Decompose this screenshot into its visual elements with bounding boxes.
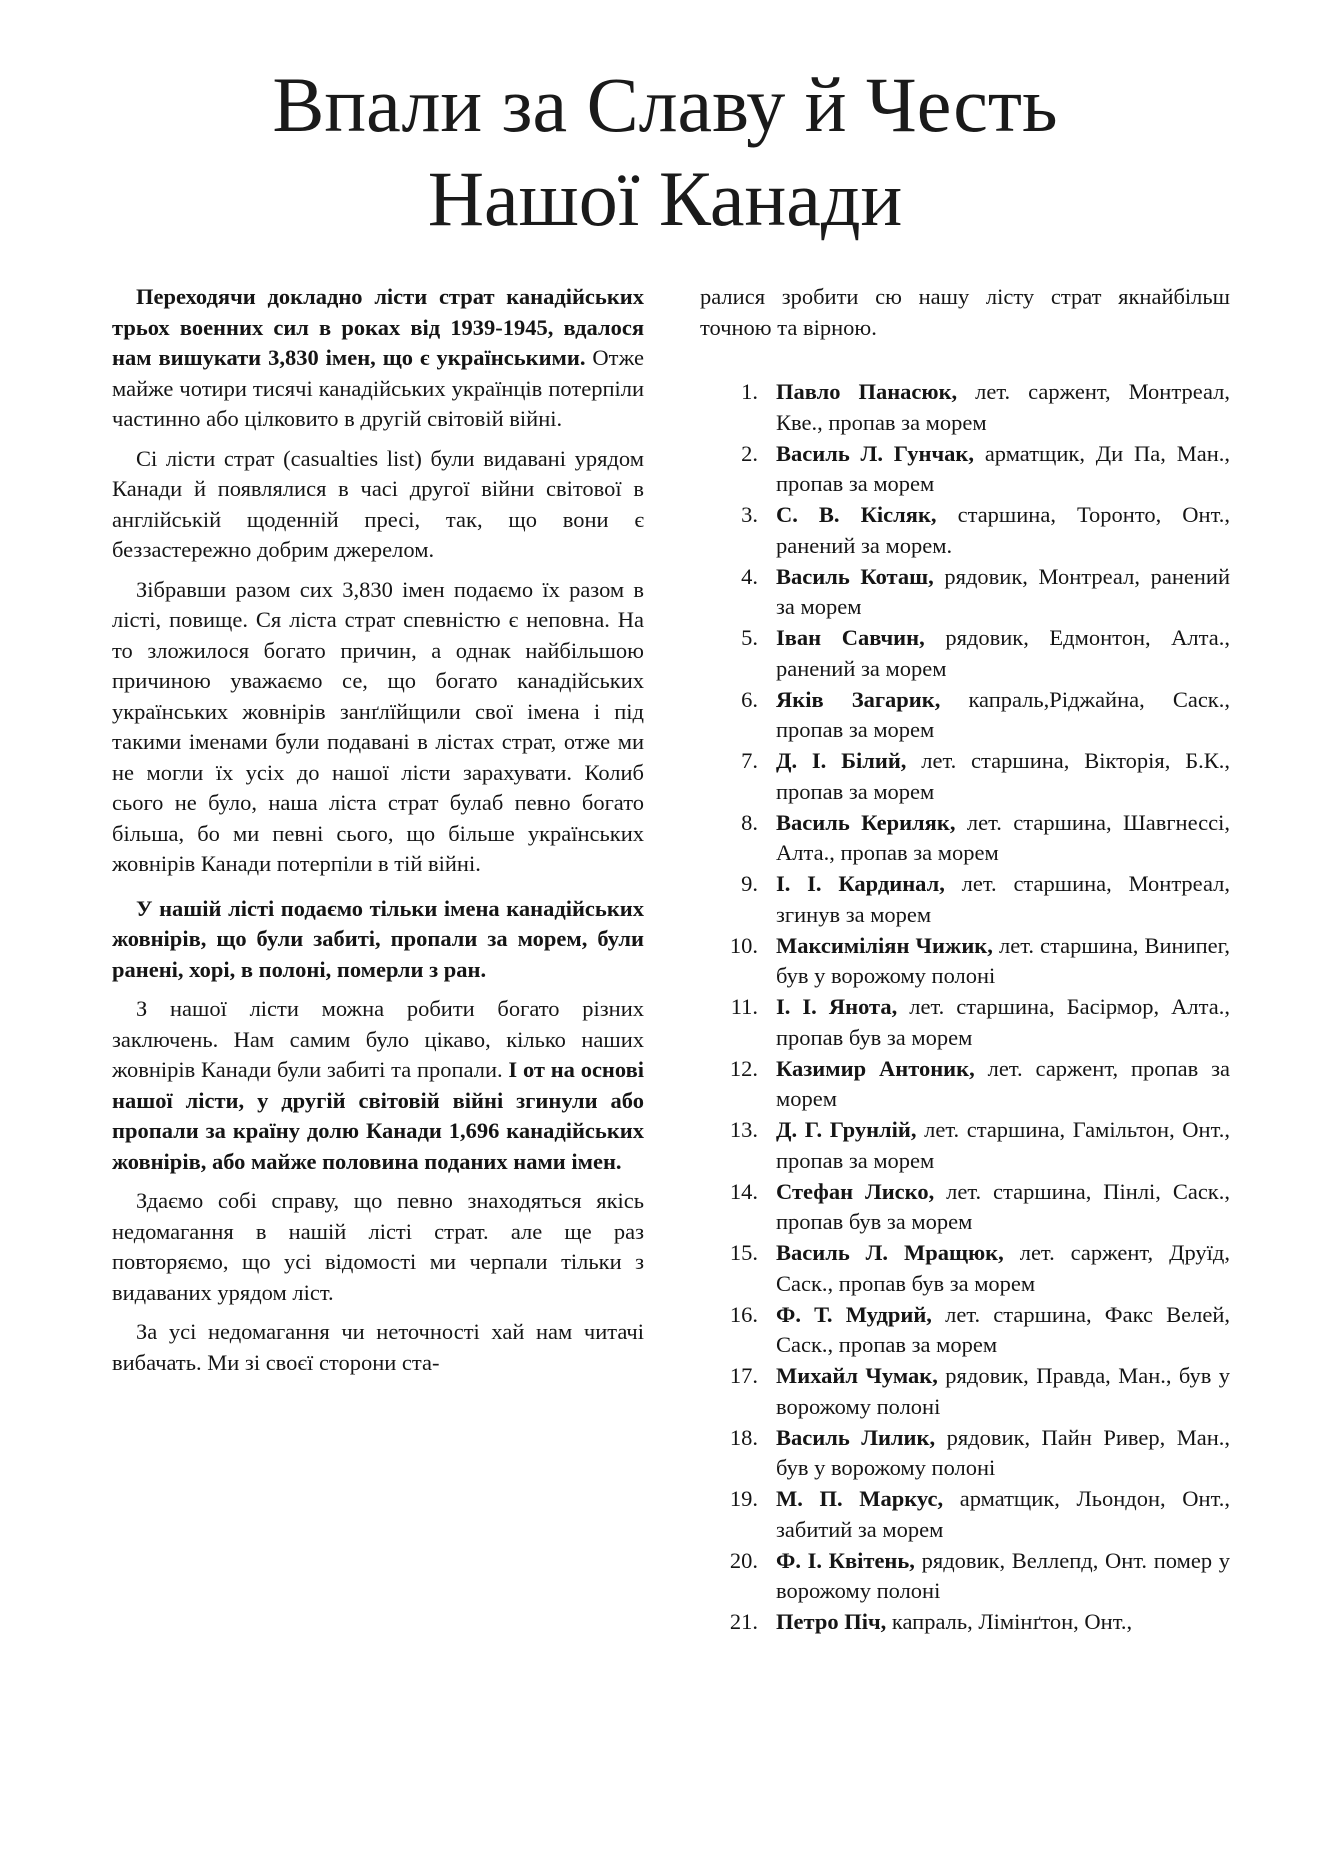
paragraph-2: Сі лісти страт (casualties list) були видавані урядом Канади й появлялися в часі другої війни світової в англійській щоденній пресі, так, що вони є беззастережно добрим джерелом. bbox=[112, 445, 644, 562]
list-item-name: Петро Піч, bbox=[776, 1609, 887, 1634]
list-item-name: Василь Л. Мращюк, bbox=[776, 1240, 1004, 1265]
list-item bbox=[700, 869, 1230, 930]
paragraph-7-continued: ралися зробити сю нашу лісту страт якнайбільш точною та вірною. bbox=[700, 284, 1230, 340]
list-item bbox=[700, 562, 1230, 623]
list-item-name: Казимир Антоник, bbox=[776, 1055, 975, 1081]
paragraph-5-start: З нашої лісти можна робити богато різних заключень. Нам самим було цікаво, кілько наших жовнірів Канади були забиті та пропали. bbox=[112, 996, 644, 1082]
paragraph-7: За усі недомагання чи неточності хай нам читачі вибачать. Ми зі своєї сторони ста- bbox=[112, 1319, 644, 1375]
list-item-name: Іван Савчин, bbox=[776, 625, 925, 650]
list-item bbox=[700, 685, 1230, 746]
paragraph-5 bbox=[112, 994, 644, 1177]
list-item-name: Д. І. Білий, bbox=[776, 748, 907, 773]
paragraph-5-bold: І от на основі нашої лісти, у другій світовій війні згинули або пропали за країну долю Канади 1,696 канадійських жовнірів, або майже половина поданих нами імен. bbox=[112, 1057, 644, 1174]
list-item-details: лет. старшина, Факс Велей, Саск., пропав за морем bbox=[776, 1301, 1230, 1357]
list-item-name: Ф. І. Квітень, bbox=[776, 1547, 915, 1573]
list-item-name: Павло Панасюк, bbox=[776, 379, 958, 404]
list-item-details: лет. саржент, Друїд, Саск., пропав був за морем bbox=[776, 1240, 1230, 1296]
list-item-details: лет. саржент, Монтреал, Кве., пропав за морем bbox=[776, 379, 1230, 435]
list-item-number: 3. bbox=[741, 502, 758, 527]
list-item-details: лет. старшина, Шавгнессі, Алта., пропав за морем bbox=[776, 809, 1230, 865]
list-item-name: Михайл Чумак, bbox=[776, 1363, 938, 1388]
paragraph-1-bold: Переходячи докладно лісти страт канадійських трьох военних сил в роках від 1939-1945, вдалося нам вишукати 3,830 імен, що є українськими. bbox=[112, 284, 644, 370]
list-item-name: Яків Загарик, bbox=[776, 686, 941, 712]
list-item-number: 19. bbox=[729, 1486, 758, 1511]
left-column bbox=[112, 282, 644, 1387]
paragraph-1-rest: Отже майже чотири тисячі канадійських українців потерпіли частинно або цілковито в другій світовій війні. bbox=[112, 345, 645, 431]
list-item-number: 5. bbox=[741, 625, 758, 650]
list-item bbox=[700, 1115, 1230, 1176]
list-item-name: Стефан Лиско, bbox=[776, 1178, 935, 1204]
list-item bbox=[700, 1177, 1230, 1238]
list-item bbox=[700, 931, 1230, 992]
paragraph-1 bbox=[112, 282, 644, 435]
list-item-number: 14. bbox=[729, 1178, 758, 1204]
list-item bbox=[700, 992, 1230, 1053]
list-item-number: 21. bbox=[729, 1609, 758, 1634]
list-item bbox=[700, 439, 1230, 500]
list-item bbox=[700, 1361, 1230, 1422]
list-item-number: 12. bbox=[729, 1055, 758, 1081]
list-item-name: Василь Коташ, bbox=[776, 563, 934, 589]
list-item-name: І. І. Кардинал, bbox=[776, 871, 945, 896]
list-item-details: рядовик, Едмонтон, Алта., ранений за морем bbox=[776, 625, 1231, 681]
list-item bbox=[700, 623, 1230, 684]
list-item-details: рядовик, Монтреал, ранений за морем bbox=[776, 563, 1230, 619]
paragraph-4: У нашій лісті подаємо тільки імена канадійських жовнірів, що були забиті, пропали за морем, були ранені, хорі, в полоні, померли з ран. bbox=[112, 895, 644, 982]
list-item-details: лет. старшина, Гамільтон, Онт., пропав за морем bbox=[776, 1117, 1230, 1173]
list-item-name: Ф. Т. Мудрий, bbox=[776, 1301, 932, 1327]
title-line-1: Впали за Славу й Честь bbox=[272, 61, 1058, 148]
list-item bbox=[700, 1607, 1230, 1638]
list-item-details: рядовик, Пайн Ривер, Ман., був у ворожому полоні bbox=[776, 1424, 1230, 1480]
list-item-details: арматщик, Ди Па, Ман., пропав за морем bbox=[776, 440, 1230, 496]
list-item-name: С. В. Кісляк, bbox=[776, 502, 937, 527]
right-column bbox=[700, 282, 1230, 1638]
list-item-details: рядовик, Правда, Ман., був у ворожому полоні bbox=[776, 1363, 1231, 1419]
title-line-2: Нашої Канади bbox=[427, 155, 903, 242]
list-item-number: 15. bbox=[729, 1240, 758, 1265]
list-item-number: 4. bbox=[741, 563, 758, 589]
list-item-name: Д. Г. Грунлій, bbox=[776, 1117, 917, 1142]
list-item-number: 1. bbox=[741, 379, 758, 404]
list-item-number: 6. bbox=[741, 686, 758, 712]
list-item-number: 11. bbox=[730, 994, 758, 1019]
list-item-name: Василь Кериляк, bbox=[776, 809, 956, 835]
list-item-name: І. І. Янота, bbox=[776, 994, 898, 1019]
list-item-details: лет. старшина, Пінлі, Саск., пропав був за морем bbox=[776, 1178, 1230, 1234]
casualty-list bbox=[700, 377, 1230, 1638]
list-item bbox=[700, 1484, 1230, 1545]
list-item-number: 17. bbox=[729, 1363, 758, 1388]
page-title bbox=[0, 58, 1330, 246]
list-item-number: 8. bbox=[741, 809, 758, 835]
list-item-details: лет. старшина, Вікторія, Б.К., пропав за морем bbox=[776, 748, 1230, 804]
list-item-number: 10. bbox=[729, 932, 758, 958]
list-item bbox=[700, 1238, 1230, 1299]
list-item bbox=[700, 1054, 1230, 1115]
list-item-name: Максиміліян Чижик, bbox=[776, 932, 993, 958]
list-item-details: лет. старшина, Монтреал, згинув за морем bbox=[776, 871, 1230, 927]
list-item-details: арматщик, Льондон, Онт., забитий за морем bbox=[776, 1486, 1230, 1542]
list-item-name: Василь Л. Гунчак, bbox=[776, 440, 974, 466]
list-item-number: 20. bbox=[729, 1547, 758, 1573]
list-item-number: 9. bbox=[741, 871, 758, 896]
list-item-details: лет. саржент, пропав за морем bbox=[776, 1055, 1230, 1111]
list-item-details: лет. старшина, Винипег, був у ворожому полоні bbox=[776, 932, 1230, 988]
list-item bbox=[700, 1546, 1230, 1607]
list-item-number: 7. bbox=[741, 748, 758, 773]
list-item-number: 16. bbox=[729, 1301, 758, 1327]
list-item-details: капраль, Лімінґтон, Онт., bbox=[886, 1609, 1133, 1634]
paragraph-6: Здаємо собі справу, що певно знаходяться якісь недомагання в нашій лісті страт. але ще раз повторяємо, що усі відомості ми черпали тільки з видаваних урядом ліст. bbox=[112, 1188, 644, 1305]
list-item-details: старшина, Торонто, Онт., ранений за морем. bbox=[776, 502, 1230, 558]
list-item-details: капраль,Ріджайна, Саск., пропав за морем bbox=[776, 686, 1230, 742]
list-item bbox=[700, 377, 1230, 438]
list-item-number: 2. bbox=[741, 440, 758, 466]
list-item-details: рядовик, Веллепд, Онт. помер у ворожому полоні bbox=[776, 1547, 1230, 1603]
list-item bbox=[700, 746, 1230, 807]
list-item-name: Василь Лилик, bbox=[776, 1424, 936, 1450]
list-item-name: М. П. Маркус, bbox=[776, 1486, 944, 1511]
list-item-number: 18. bbox=[729, 1424, 758, 1450]
list-item bbox=[700, 808, 1230, 869]
list-item bbox=[700, 500, 1230, 561]
paragraph-3: Зібравши разом сих 3,830 імен подаємо їх разом в лісті, повище. Ся ліста страт спевністю є неповна. На то зложилося богато причин, а однак найбільшою причиною уважаємо се, що богато канадійських українських жовнірів занґлїйщили свої імена і під такими іменами були подавані в лістах страт, отже ми не могли їх усіх до нашої лісти зарахувати. Колиб сього не було, наша ліста страт булаб певно богато більша, бо ми певні сього, що більше українських жовнірів Канади потерпіли в тій війні. bbox=[112, 576, 644, 876]
list-item-details: лет. старшина, Басірмор, Алта., пропав був за морем bbox=[776, 994, 1230, 1050]
list-item-number: 13. bbox=[729, 1117, 758, 1142]
list-item bbox=[700, 1423, 1230, 1484]
list-item bbox=[700, 1300, 1230, 1361]
